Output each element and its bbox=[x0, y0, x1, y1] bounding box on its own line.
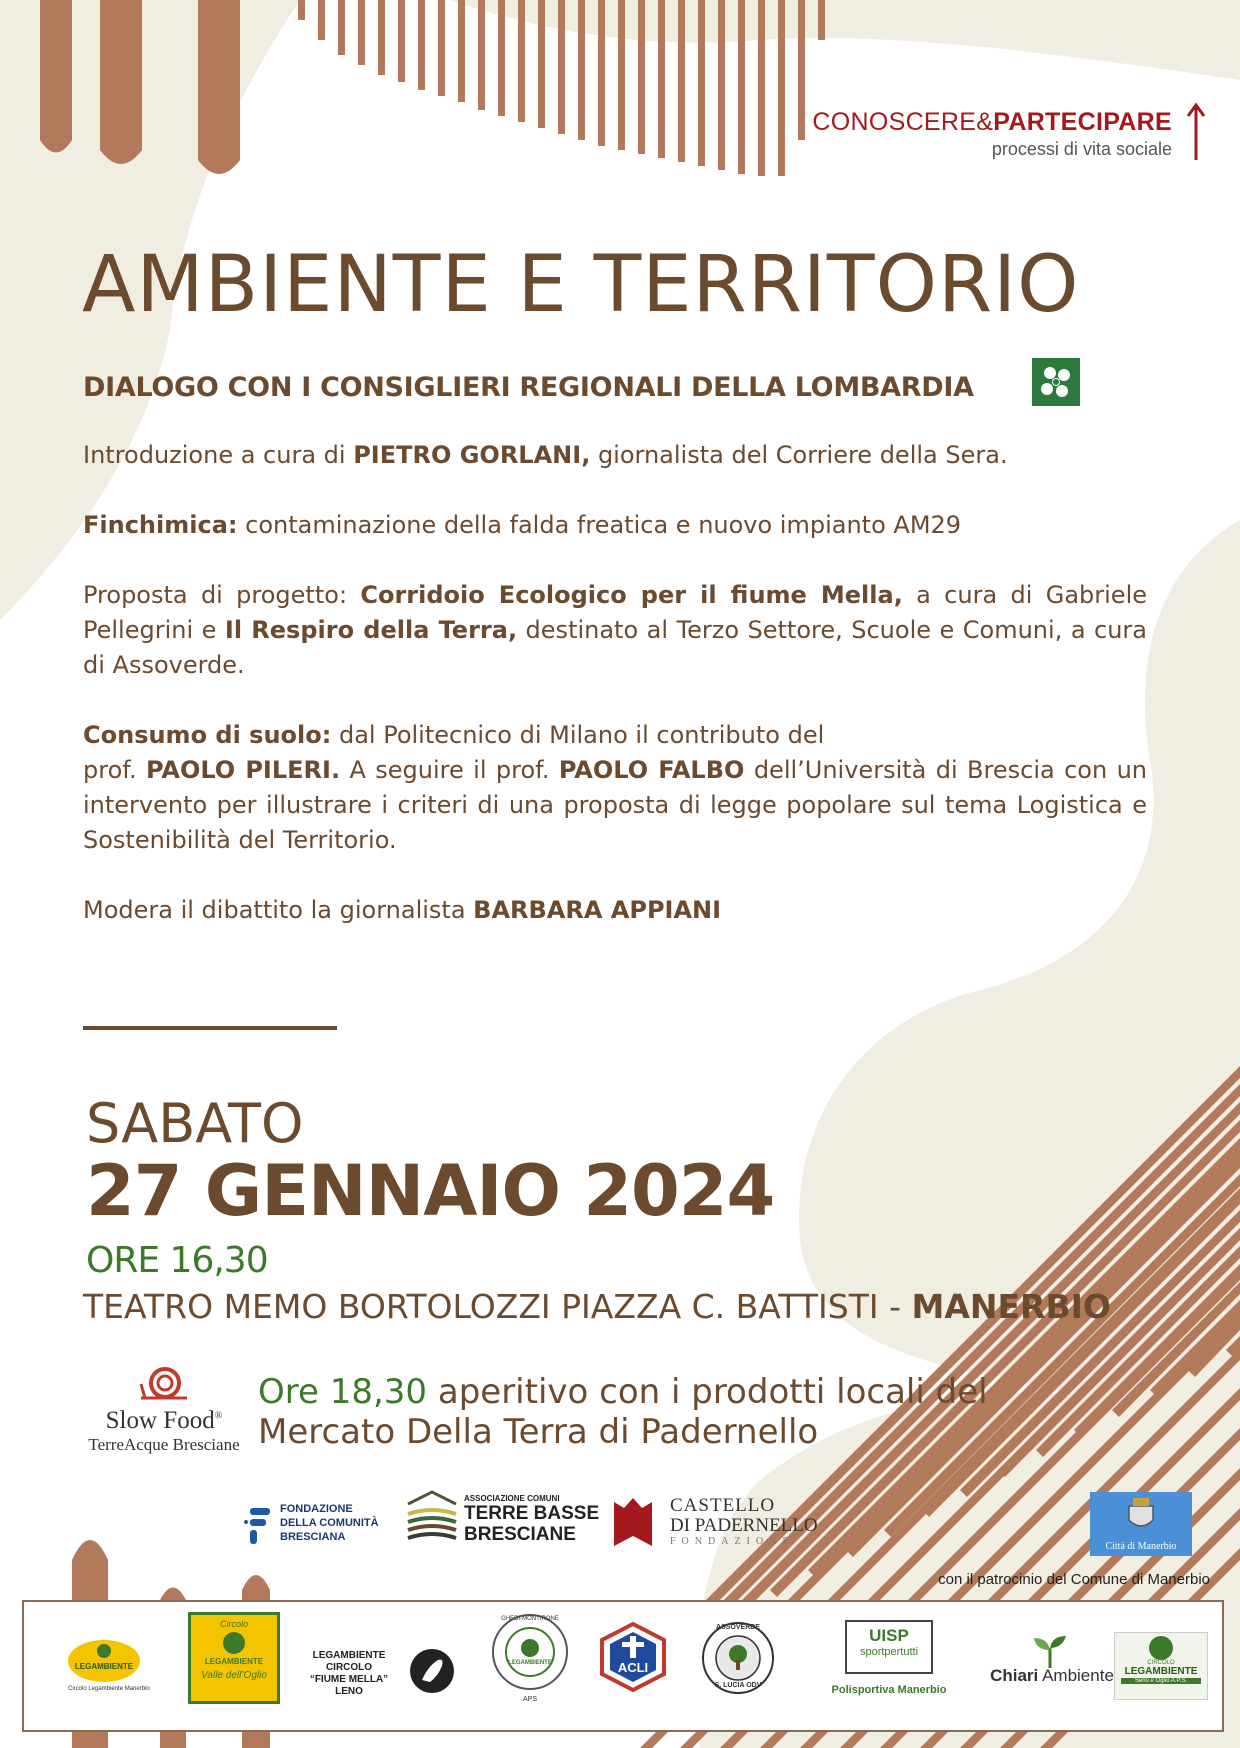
terre-basse-logo bbox=[406, 1490, 600, 1550]
consumo-post2: dell’Università di Brescia con un intervento per illustrare i criteri di una proposta di legge popolare sul tema Logistica e Sostenibilità del Territorio. bbox=[83, 756, 1148, 854]
slowfood-reg: ® bbox=[214, 1410, 223, 1422]
lombardy-rose-icon bbox=[1032, 358, 1080, 406]
brand-name bbox=[812, 108, 1172, 137]
acli-logo bbox=[600, 1622, 666, 1692]
legambiente-sub: Circolo Legambiente Manerbio bbox=[68, 1686, 150, 1692]
consumo-name1: PAOLO PILERI. bbox=[146, 756, 341, 784]
brand-tagline: processi di vita sociale bbox=[991, 139, 1172, 159]
brand-name-regular: CONOSCERE& bbox=[812, 108, 994, 136]
brand-block bbox=[812, 108, 1172, 160]
chiari-rest: Ambiente bbox=[1042, 1666, 1114, 1685]
aperitivo-text bbox=[258, 1372, 988, 1452]
valle-bottom: Valle dell’Oglio bbox=[201, 1670, 267, 1681]
castello-line3: FONDAZIONE bbox=[670, 1536, 795, 1547]
serio-oglio-logo bbox=[1114, 1632, 1208, 1700]
aperitivo-line2: Mercato Della Terra di Padernello bbox=[258, 1412, 819, 1452]
terre-basse-line1: TERRE BASSE bbox=[464, 1503, 600, 1524]
ring-center: LEGAMBIENTE bbox=[508, 1660, 552, 1666]
venue-name: TEATRO MEMO BORTOLOZZI PIAZZA C. BATTISTI - bbox=[83, 1287, 912, 1326]
moderator-pre: Modera il dibattito la giornalista bbox=[83, 896, 474, 924]
aperitivo-line1: aperitivo con i prodotti locali del bbox=[427, 1372, 988, 1412]
intro-post: giornalista del Corriere della Sera. bbox=[590, 441, 1008, 469]
uisp-caption: Polisportiva Manerbio bbox=[831, 1684, 947, 1696]
uisp-name: UISP bbox=[869, 1626, 909, 1645]
moderator-name: BARBARA APPIANI bbox=[473, 896, 722, 924]
moderator-paragraph bbox=[83, 893, 1147, 928]
consumo-label: Consumo di suolo: bbox=[83, 721, 332, 749]
manerbio-name: Città di Manerbio bbox=[1105, 1541, 1177, 1552]
event-day: SABATO bbox=[86, 1092, 304, 1155]
terre-basse-top: ASSOCIAZIONE COMUNI bbox=[464, 1494, 560, 1503]
serio-oglio-leaf-icon bbox=[1149, 1636, 1173, 1660]
finchimica-text: contaminazione della falda freatica e nuovo impianto AM29 bbox=[237, 511, 962, 539]
assoverde-bottom: S. LUCIA ODV bbox=[714, 1682, 762, 1689]
finchimica-label: Finchimica: bbox=[83, 511, 238, 539]
chiari-bold: Chiari bbox=[990, 1666, 1039, 1685]
page-title: AMBIENTE E TERRITORIO bbox=[82, 240, 1080, 330]
consumo-paragraph bbox=[83, 753, 1147, 858]
manerbio-crest-icon bbox=[1121, 1496, 1161, 1534]
assoverde-top: ASSOVERDE bbox=[716, 1624, 760, 1631]
finchimica-paragraph bbox=[83, 508, 1147, 543]
sponsors-box bbox=[22, 1600, 1224, 1732]
fondazione-line3: BRESCIANA bbox=[280, 1531, 346, 1543]
fiume-mella-line4: LENO bbox=[335, 1686, 363, 1697]
chiari-ambiente-logo bbox=[972, 1634, 1132, 1694]
fiume-mella-line2: CIRCOLO bbox=[325, 1662, 373, 1673]
consumo-line1 bbox=[83, 718, 1147, 753]
manerbio-logo bbox=[1090, 1492, 1192, 1556]
serio-bottom: Serio e Oglio A.P.S. bbox=[1121, 1678, 1201, 1684]
legambiente-logo bbox=[68, 1640, 150, 1692]
ring-circolo-icon bbox=[490, 1612, 570, 1692]
aperitivo-time: Ore 18,30 bbox=[258, 1372, 428, 1412]
valle-leaf-icon bbox=[223, 1632, 245, 1654]
divider bbox=[83, 1026, 337, 1030]
valle-top: Circolo bbox=[219, 1619, 248, 1629]
acli-text: ACLI bbox=[617, 1660, 649, 1675]
consumo-line1-rest: dal Politecnico di Milano il contributo del bbox=[331, 721, 825, 749]
slowfood-logo bbox=[84, 1366, 244, 1455]
venue-city: MANERBIO bbox=[911, 1287, 1111, 1326]
fiume-mella-line1: LEGAMBIENTE bbox=[312, 1650, 386, 1661]
brand-name-bold: PARTECIPARE bbox=[993, 108, 1172, 136]
fiume-mella-line3: “FIUME MELLA” bbox=[309, 1674, 389, 1685]
uisp-logo bbox=[814, 1620, 964, 1696]
consumo-pre2: prof. bbox=[83, 756, 146, 784]
acli-hexagon-icon bbox=[600, 1622, 666, 1692]
ring-bottom: APS bbox=[522, 1696, 537, 1703]
legambiente-oval-icon bbox=[68, 1640, 140, 1682]
arrow-up-icon bbox=[1186, 102, 1206, 162]
patrocinio-text: con il patrocinio del Comune di Manerbio bbox=[938, 1571, 1210, 1588]
fiume-mella-logo bbox=[308, 1650, 390, 1698]
circolo-valle-oglio-logo bbox=[188, 1612, 280, 1704]
intro-paragraph bbox=[83, 438, 1147, 473]
consumo-name2: PAOLO FALBO bbox=[558, 756, 745, 784]
castello-line2: DI PADERNELLO bbox=[670, 1515, 818, 1536]
page-subtitle: DIALOGO CON I CONSIGLIERI REGIONALI DELLA LOMBARDIA bbox=[83, 372, 974, 403]
castello-padernello-logo bbox=[612, 1496, 818, 1552]
ring-circolo-logo bbox=[490, 1612, 570, 1703]
castello-line1: CASTELLO bbox=[670, 1495, 776, 1516]
serio-top: CIRCOLO bbox=[1147, 1660, 1175, 1666]
proposta-mid: a cura di Gabriele Pellegrini e bbox=[83, 581, 1147, 644]
terre-basse-line2: BRESCIANE bbox=[464, 1524, 576, 1545]
intro-name: PIETRO GORLANI, bbox=[353, 441, 591, 469]
castle-icon bbox=[612, 1496, 654, 1548]
proposta-paragraph bbox=[83, 578, 1147, 683]
uisp-box bbox=[845, 1620, 933, 1674]
event-date: 27 GENNAIO 2024 bbox=[86, 1150, 775, 1232]
event-time: ORE 16,30 bbox=[86, 1240, 268, 1281]
swan-icon bbox=[408, 1646, 456, 1696]
event-venue bbox=[83, 1287, 1111, 1326]
fondazione-mark-icon bbox=[244, 1504, 274, 1548]
proposta-pre: Proposta di progetto: bbox=[83, 581, 361, 609]
legambiente-text: LEGAMBIENTE bbox=[74, 1662, 134, 1671]
slowfood-sub: TerreAcque Bresciane bbox=[88, 1435, 240, 1454]
slowfood-name: Slow Food bbox=[105, 1407, 215, 1434]
intro-pre: Introduzione a cura di bbox=[83, 441, 354, 469]
ring-top: GHEDI-MONTIRONE bbox=[501, 1616, 559, 1622]
proposta-post: destinato al Terzo Settore, Scuole e Comuni, a cura di Assoverde. bbox=[83, 616, 1148, 679]
serio-mid: LEGAMBIENTE bbox=[1124, 1666, 1198, 1677]
snail-icon bbox=[137, 1366, 191, 1400]
proposta-bold1: Corridoio Ecologico per il fiume Mella, bbox=[360, 581, 903, 609]
uisp-sub: sportpertutti bbox=[859, 1646, 919, 1658]
proposta-bold2: Il Respiro della Terra, bbox=[224, 616, 518, 644]
sprout-icon bbox=[1030, 1634, 1070, 1668]
assoverde-logo bbox=[700, 1620, 776, 1696]
fondazione-line2: DELLA COMUNITÀ bbox=[280, 1517, 379, 1529]
consumo-mid2: A seguire il prof. bbox=[340, 756, 559, 784]
terre-basse-mark-icon bbox=[406, 1490, 458, 1548]
fondazione-line1: FONDAZIONE bbox=[280, 1503, 353, 1515]
valle-mid: LEGAMBIENTE bbox=[204, 1657, 264, 1666]
